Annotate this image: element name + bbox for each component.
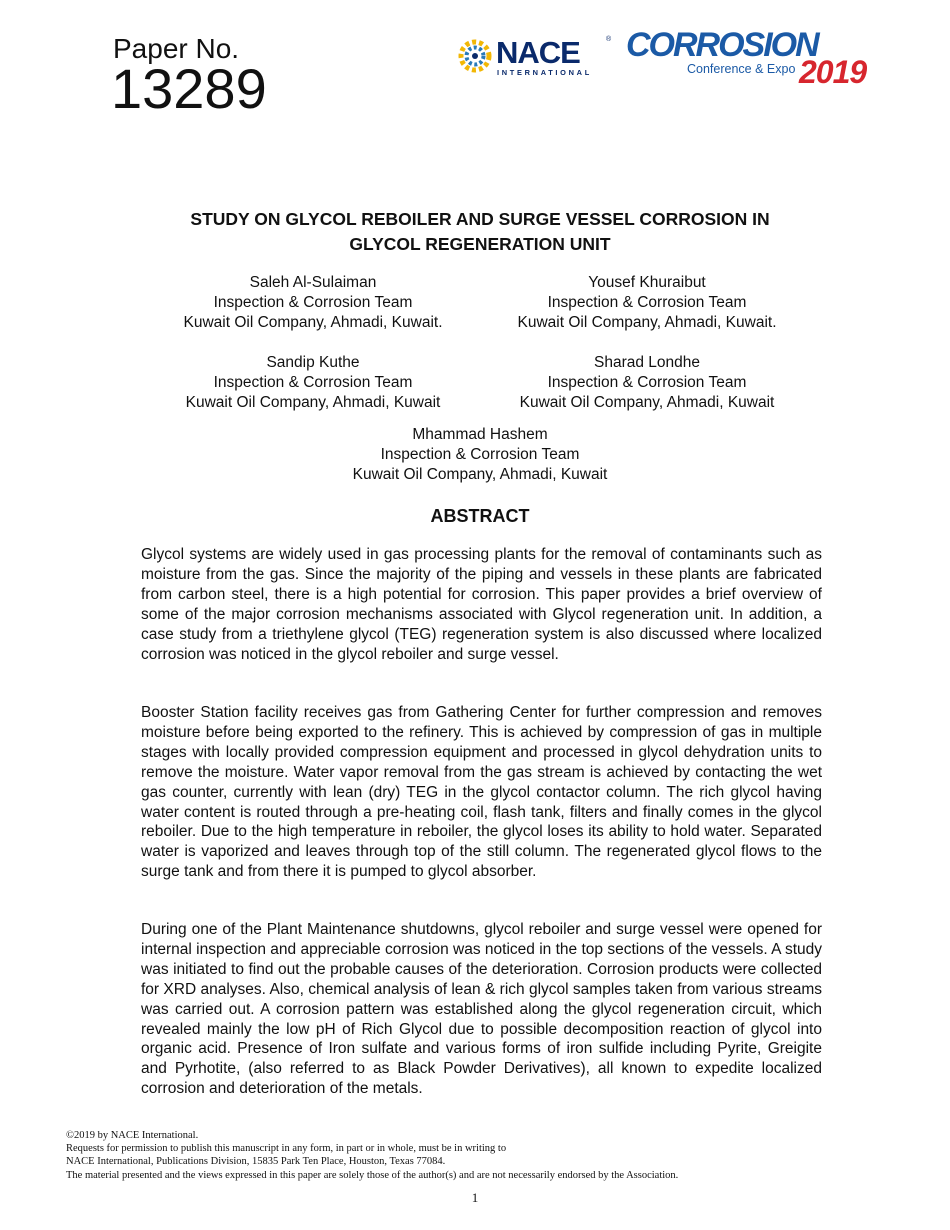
author-team: Inspection & Corrosion Team: [213, 294, 413, 311]
abstract-paragraph: During one of the Plant Maintenance shutdowns, glycol reboiler and surge vessel were opened for internal inspection and appreciable corrosion was noticed in the top sections of the vessels. A study was initiated to find out the probable causes of the deterioration. Corrosion products were collected for XRD analyses. Also, chemical analysis of lean & rich glycol samples taken from various streams was carried out. A corrosion pattern was established along the glycol regeneration circuit, which revealed mainly the low pH of Rich Glycol due to possible decomposition reaction of glycol into organic acid. Presence of Iron sulfate and various forms of iron sulfide including Pyrite, Greigite and Pyrhotite, (also referred to as Black Powder Derivatives), all known to expedite localized corrosion and deterioration of the metals.: [141, 921, 822, 1098]
author-affiliation: Kuwait Oil Company, Ahmadi, Kuwait: [185, 394, 441, 411]
author-affiliation: Kuwait Oil Company, Ahmadi, Kuwait.: [183, 314, 443, 331]
corrosion-2019-conference-logo: [624, 28, 886, 88]
author-name: Saleh Al-Sulaiman: [249, 274, 377, 291]
author-name: Sharad Londhe: [593, 354, 700, 371]
author-affiliation: Kuwait Oil Company, Ahmadi, Kuwait.: [517, 314, 777, 331]
permission-line: Requests for permission to publish this manuscript in any form, in part or in whole, must be in writing to: [66, 1143, 507, 1155]
paper-number: 13289: [111, 57, 267, 120]
author-block: [477, 273, 817, 333]
author-team: Inspection & Corrosion Team: [547, 294, 747, 311]
author-team: Inspection & Corrosion Team: [213, 374, 413, 391]
author-name: Sandip Kuthe: [266, 354, 360, 371]
disclaimer-line: The material presented and the views expressed in this paper are solely those of the author(s) and are not necessarily endorsed by the Association.: [66, 1169, 679, 1181]
copyright-footer: [66, 1129, 886, 1182]
author-block: [143, 353, 483, 413]
author-block: [310, 425, 650, 485]
nace-registered-mark: ®: [606, 36, 612, 43]
author-block: [477, 353, 817, 413]
author-affiliation: Kuwait Oil Company, Ahmadi, Kuwait: [352, 466, 608, 483]
conference-logo-text: CORROSION: [626, 28, 818, 64]
author-block: [143, 273, 483, 333]
author-team: Inspection & Corrosion Team: [547, 374, 747, 391]
nace-logo-text: NACE: [496, 35, 580, 70]
paper-title: [100, 207, 860, 257]
nace-logo-subtext: INTERNATIONAL: [497, 68, 592, 77]
copyright-line: ©2019 by NACE International.: [66, 1130, 199, 1141]
conference-logo-subtext: Conference & Expo: [687, 62, 796, 76]
permission-address-line: NACE International, Publications Division, 15835 Park Ten Place, Houston, Texas 77084.: [66, 1156, 446, 1168]
abstract-paragraph: Booster Station facility receives gas from Gathering Center for further compression and removes moisture before being exported to the refinery. This is achieved by compression of gas in multiple stages with locally provided compression equipment and processed in glycol dehydration units to remove the moisture. Water vapor removal from the gas stream is achieved by contacting the wet gas counter, currently with lean (dry) TEG in the glycol contactor column. The rich glycol having water content is routed through a pre-heating coil, flash tank, filters and finally comes in the glycol reboiler. Due to the high temperature in reboiler, the glycol loses its ability to hold water. Separated water is vaporized and leaves through top of the still column. The regenerated glycol flows to the surge tank and from there it is pumped to glycol absorber.: [141, 704, 822, 881]
abstract-heading: ABSTRACT: [430, 506, 530, 526]
paper-number-label: Paper No.: [113, 33, 240, 64]
nace-international-logo: [454, 32, 614, 80]
author-name: Mhammad Hashem: [412, 426, 548, 443]
author-name: Yousef Khuraibut: [588, 274, 706, 291]
abstract-paragraph: Glycol systems are widely used in gas processing plants for the removal of contaminants such as moisture from the gas. Since the majority of the piping and vessels in these plants are fabricated from carbon steel, there is a high potential for corrosion. This paper provides a brief overview of some of the major corrosion mechanisms associated with Glycol regeneration unit. In addition, a case study from a triethylene glycol (TEG) regeneration system is also discussed where localized corrosion was noticed in the glycol reboiler and surge vessel.: [141, 546, 822, 663]
conference-logo-year: 2019: [799, 54, 867, 88]
paper-title-line-2: GLYCOL REGENERATION UNIT: [349, 234, 611, 254]
paper-title-line-1: STUDY ON GLYCOL REBOILER AND SURGE VESSEL CORROSION IN: [190, 209, 770, 229]
page-number: 1: [471, 1190, 479, 1205]
nace-gear-icon: [461, 42, 489, 70]
author-affiliation: Kuwait Oil Company, Ahmadi, Kuwait: [519, 394, 775, 411]
author-team: Inspection & Corrosion Team: [380, 446, 580, 463]
